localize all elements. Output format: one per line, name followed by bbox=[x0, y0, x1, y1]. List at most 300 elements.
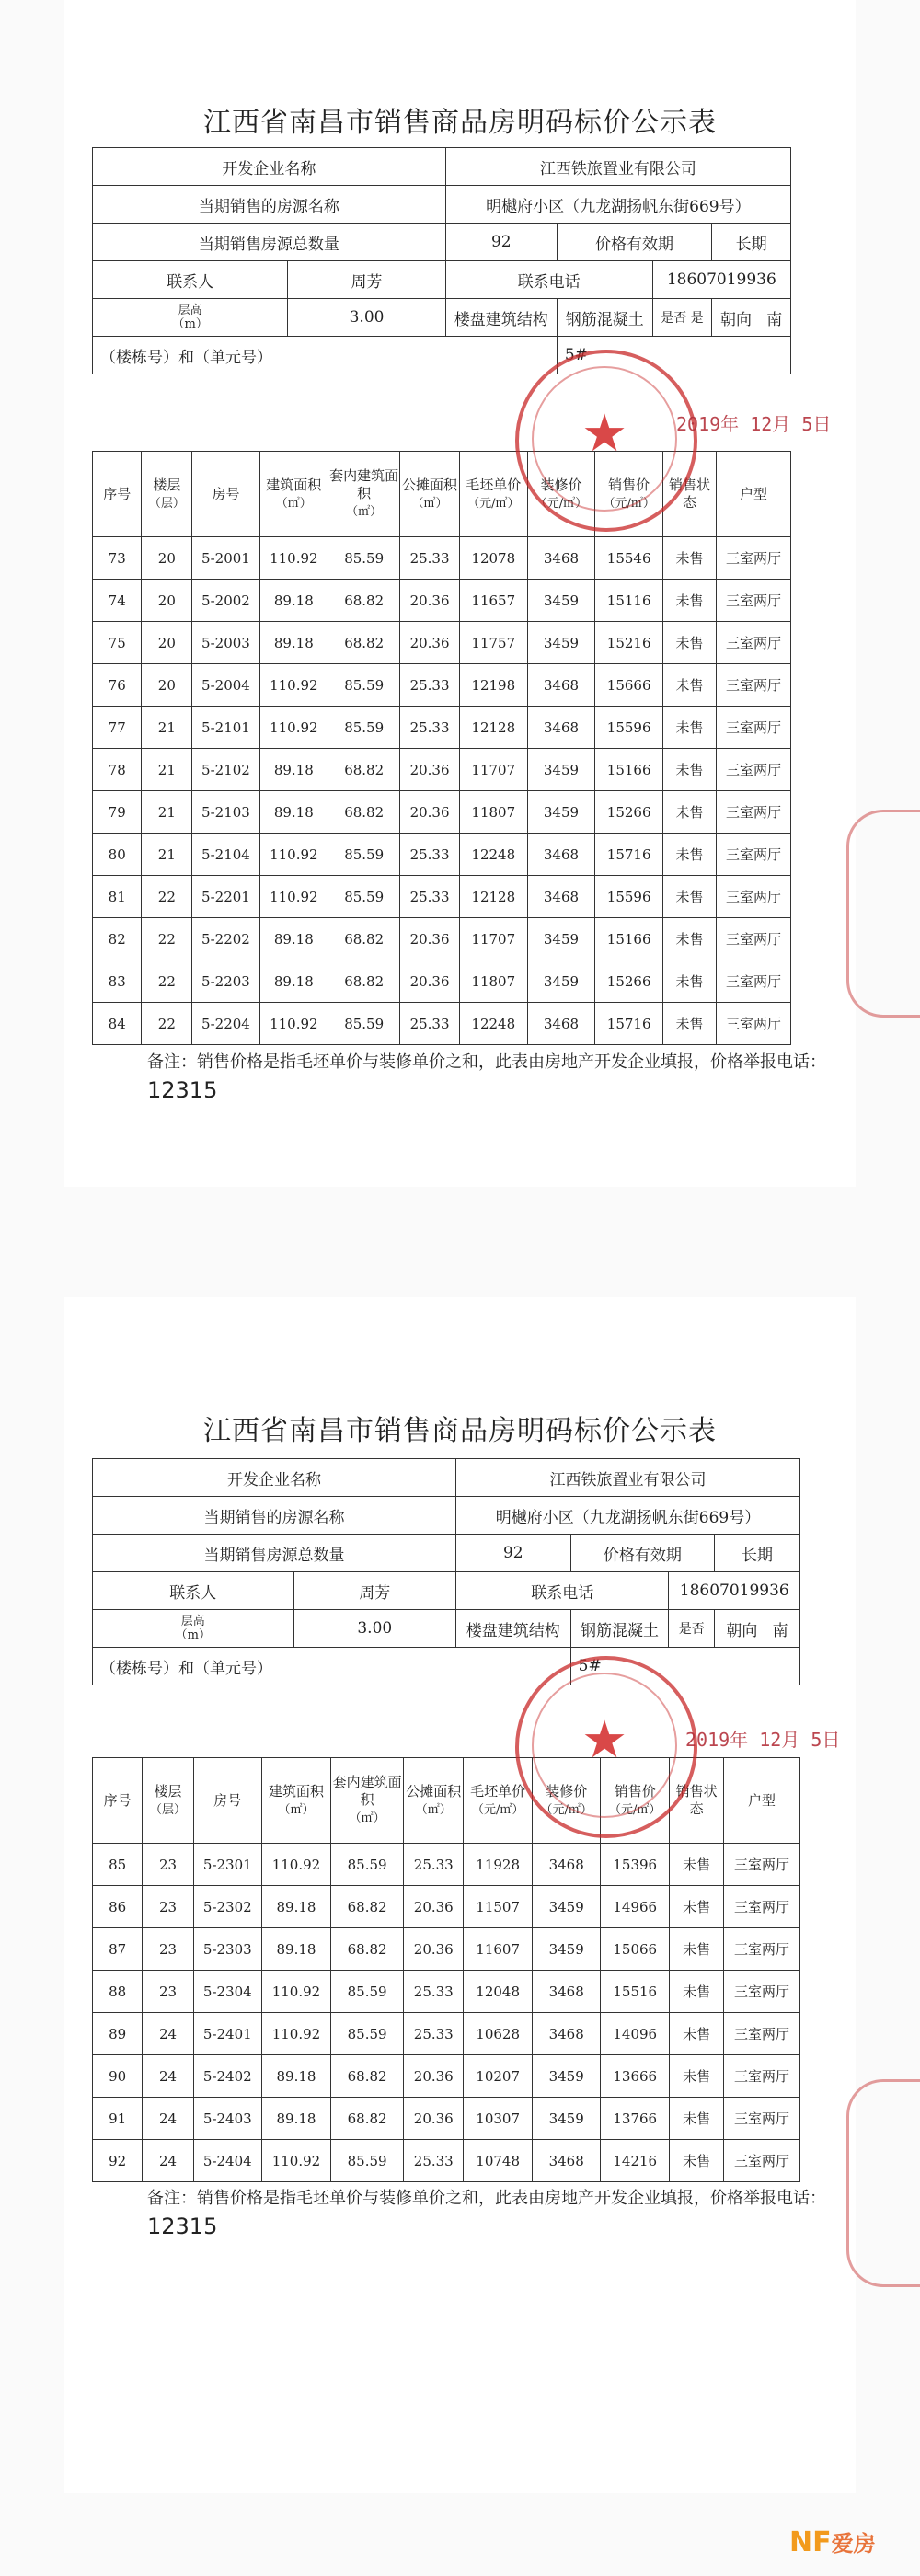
table-cell: 110.92 bbox=[259, 664, 328, 707]
table-cell: 88 bbox=[93, 1971, 143, 2013]
table-cell: 91 bbox=[93, 2098, 143, 2140]
project-label: 当期销售的房源名称 bbox=[93, 186, 446, 224]
table-row bbox=[93, 1928, 800, 1971]
column-header-label: 销售价 bbox=[614, 1782, 656, 1800]
table-cell: 未售 bbox=[670, 2013, 724, 2055]
building-value: 5# bbox=[570, 1648, 799, 1685]
table-cell: 未售 bbox=[663, 918, 717, 960]
structure-label: 楼盘建筑结构 bbox=[455, 1610, 570, 1648]
table-cell: 12078 bbox=[459, 537, 527, 580]
table-cell: 三室两厅 bbox=[716, 749, 790, 791]
table-cell: 三室两厅 bbox=[716, 960, 790, 1003]
table-cell: 3468 bbox=[533, 2013, 601, 2055]
developer-label: 开发企业名称 bbox=[93, 1459, 456, 1497]
table-cell: 三室两厅 bbox=[724, 2140, 800, 2182]
table-cell: 80 bbox=[93, 834, 142, 876]
table-cell: 20.36 bbox=[400, 791, 459, 834]
phone-value: 18607019936 bbox=[652, 261, 790, 299]
table-row bbox=[93, 876, 791, 918]
table-cell: 10207 bbox=[464, 2055, 533, 2098]
table-cell: 11928 bbox=[464, 1844, 533, 1886]
table-cell: 89.18 bbox=[259, 622, 328, 664]
table-cell: 24 bbox=[143, 2013, 193, 2055]
table-cell: 15266 bbox=[595, 960, 663, 1003]
count-label: 当期销售房源总数量 bbox=[93, 1535, 456, 1572]
column-header bbox=[459, 452, 527, 537]
table-cell: 85.59 bbox=[328, 537, 400, 580]
table-cell: 5-2002 bbox=[192, 580, 259, 622]
orientation-label: 朝向 bbox=[720, 310, 752, 329]
logo-text: 爱房 bbox=[831, 2531, 876, 2557]
project-label: 当期销售的房源名称 bbox=[93, 1497, 456, 1535]
table-cell: 12128 bbox=[459, 876, 527, 918]
table-cell: 20.36 bbox=[404, 1886, 464, 1928]
table-cell: 21 bbox=[142, 707, 192, 749]
table-cell: 110.92 bbox=[261, 1844, 330, 1886]
table-cell: 85.59 bbox=[330, 2140, 403, 2182]
column-header-unit: （元/㎡） bbox=[535, 496, 588, 511]
table-cell: 68.82 bbox=[330, 1886, 403, 1928]
table-cell: 23 bbox=[143, 1971, 193, 2013]
table-cell: 11707 bbox=[459, 918, 527, 960]
table-cell: 89 bbox=[93, 2013, 143, 2055]
column-header-unit: （元/㎡） bbox=[540, 1802, 592, 1817]
table-cell: 85.59 bbox=[328, 707, 400, 749]
table-cell: 三室两厅 bbox=[724, 1844, 800, 1886]
table-cell: 3459 bbox=[533, 1886, 601, 1928]
count-value: 92 bbox=[445, 224, 557, 261]
table-cell: 3468 bbox=[527, 707, 594, 749]
table-cell: 79 bbox=[93, 791, 142, 834]
table-cell: 未售 bbox=[670, 2055, 724, 2098]
height-label: 层高 bbox=[178, 304, 202, 317]
table-cell: 未售 bbox=[663, 1003, 717, 1045]
table-row bbox=[93, 664, 791, 707]
contact-value: 周芳 bbox=[293, 1572, 455, 1610]
developer-value: 江西铁旅置业有限公司 bbox=[445, 148, 790, 186]
column-header bbox=[193, 1758, 261, 1844]
table-row bbox=[93, 537, 791, 580]
column-header bbox=[404, 1758, 464, 1844]
table-cell: 3468 bbox=[533, 1971, 601, 2013]
table-row bbox=[93, 834, 791, 876]
column-header bbox=[93, 452, 142, 537]
table-row bbox=[93, 2055, 800, 2098]
column-header bbox=[716, 452, 790, 537]
table-cell: 89.18 bbox=[259, 918, 328, 960]
table-cell: 25.33 bbox=[404, 1844, 464, 1886]
table-cell: 87 bbox=[93, 1928, 143, 1971]
column-header-label: 楼层 bbox=[153, 476, 181, 493]
table-cell: 未售 bbox=[670, 1971, 724, 2013]
structure-label: 楼盘建筑结构 bbox=[445, 299, 557, 337]
column-header bbox=[330, 1758, 403, 1844]
table-cell: 三室两厅 bbox=[716, 1003, 790, 1045]
table-cell: 三室两厅 bbox=[716, 622, 790, 664]
table-cell: 25.33 bbox=[404, 1971, 464, 2013]
table-cell: 12248 bbox=[459, 1003, 527, 1045]
table-cell: 68.82 bbox=[328, 960, 400, 1003]
structure-value: 钢筋混凝土 bbox=[557, 299, 652, 337]
table-cell: 20.36 bbox=[400, 749, 459, 791]
table-cell: 25.33 bbox=[400, 537, 459, 580]
table-row bbox=[93, 2140, 800, 2182]
table-cell: 5-2404 bbox=[193, 2140, 261, 2182]
table-cell: 110.92 bbox=[259, 834, 328, 876]
table-cell: 21 bbox=[142, 791, 192, 834]
aifang-logo bbox=[789, 2525, 876, 2559]
count-value: 92 bbox=[455, 1535, 570, 1572]
table-cell: 110.92 bbox=[259, 537, 328, 580]
table-cell: 68.82 bbox=[328, 622, 400, 664]
table-cell: 5-2204 bbox=[192, 1003, 259, 1045]
developer-label: 开发企业名称 bbox=[93, 148, 446, 186]
table-cell: 68.82 bbox=[328, 580, 400, 622]
column-header bbox=[261, 1758, 330, 1844]
table-cell: 15266 bbox=[595, 791, 663, 834]
table-cell: 77 bbox=[93, 707, 142, 749]
column-header-label: 房号 bbox=[212, 485, 240, 502]
table-row bbox=[93, 1971, 800, 2013]
table-cell: 10628 bbox=[464, 2013, 533, 2055]
table-cell: 22 bbox=[142, 960, 192, 1003]
table-cell: 110.92 bbox=[261, 1971, 330, 2013]
table-cell: 68.82 bbox=[330, 2055, 403, 2098]
column-header-label: 房号 bbox=[213, 1791, 242, 1809]
column-header-label: 序号 bbox=[103, 485, 132, 502]
table-cell: 三室两厅 bbox=[724, 1971, 800, 2013]
table-cell: 5-2003 bbox=[192, 622, 259, 664]
table-cell: 85.59 bbox=[330, 1844, 403, 1886]
building-label: （楼栋号）和（单元号） bbox=[93, 337, 558, 374]
table-cell: 89.18 bbox=[261, 2098, 330, 2140]
table-cell: 25.33 bbox=[404, 2013, 464, 2055]
table-cell: 10748 bbox=[464, 2140, 533, 2182]
table-cell: 14096 bbox=[601, 2013, 670, 2055]
table-cell: 15166 bbox=[595, 749, 663, 791]
table-cell: 15596 bbox=[595, 707, 663, 749]
table-cell: 5-2402 bbox=[193, 2055, 261, 2098]
table-cell: 三室两厅 bbox=[716, 918, 790, 960]
table-cell: 5-2304 bbox=[193, 1971, 261, 2013]
table-cell: 15116 bbox=[595, 580, 663, 622]
table-cell: 85.59 bbox=[330, 2013, 403, 2055]
table-cell: 未售 bbox=[663, 622, 717, 664]
table-cell: 73 bbox=[93, 537, 142, 580]
table-cell: 24 bbox=[143, 2098, 193, 2140]
table-cell: 11807 bbox=[459, 791, 527, 834]
sheet-1-title: 江西省南昌市销售商品房明码标价公示表 bbox=[203, 107, 717, 139]
contact-label: 联系人 bbox=[93, 261, 288, 299]
table-cell: 5-2301 bbox=[193, 1844, 261, 1886]
table-cell: 90 bbox=[93, 2055, 143, 2098]
table-cell: 三室两厅 bbox=[724, 1928, 800, 1971]
column-header-label: 装修价 bbox=[540, 476, 582, 493]
table-cell: 三室两厅 bbox=[724, 2055, 800, 2098]
table-cell: 未售 bbox=[670, 1886, 724, 1928]
table-cell: 20.36 bbox=[400, 580, 459, 622]
column-header-unit: （㎡） bbox=[411, 496, 448, 511]
table-row bbox=[93, 2098, 800, 2140]
stamp-date: 2019年 12月 5日 bbox=[685, 1729, 841, 1751]
table-cell: 三室两厅 bbox=[724, 2098, 800, 2140]
table-row bbox=[93, 749, 791, 791]
column-header-label: 户型 bbox=[739, 485, 767, 502]
table-cell: 20.36 bbox=[400, 960, 459, 1003]
edge-seal-fragment bbox=[846, 2079, 920, 2287]
table-cell: 未售 bbox=[663, 664, 717, 707]
table-cell: 5-2303 bbox=[193, 1928, 261, 1971]
column-header-label: 建筑面积 bbox=[268, 1782, 324, 1800]
table-cell: 22 bbox=[142, 876, 192, 918]
table-cell: 3468 bbox=[533, 2140, 601, 2182]
table-cell: 21 bbox=[142, 749, 192, 791]
column-header bbox=[724, 1758, 800, 1844]
table-cell: 5-2001 bbox=[192, 537, 259, 580]
table-cell: 12128 bbox=[459, 707, 527, 749]
table-cell: 22 bbox=[142, 1003, 192, 1045]
column-header-unit: （层） bbox=[150, 1802, 187, 1817]
table-cell: 三室两厅 bbox=[716, 664, 790, 707]
table-cell: 3468 bbox=[527, 537, 594, 580]
table-cell: 110.92 bbox=[261, 2140, 330, 2182]
column-header-label: 序号 bbox=[103, 1791, 132, 1809]
table-cell: 25.33 bbox=[400, 707, 459, 749]
developer-value: 江西铁旅置业有限公司 bbox=[455, 1459, 799, 1497]
table-cell: 5-2202 bbox=[192, 918, 259, 960]
report-phone: 12315 bbox=[147, 1077, 218, 1103]
table-cell: 三室两厅 bbox=[716, 834, 790, 876]
table-cell: 13766 bbox=[601, 2098, 670, 2140]
sheet-1-info-form bbox=[92, 147, 791, 374]
table-cell: 24 bbox=[143, 2140, 193, 2182]
table-row bbox=[93, 580, 791, 622]
table-cell: 3459 bbox=[527, 580, 594, 622]
project-value: 明樾府小区（九龙湖扬帆东街669号） bbox=[445, 186, 790, 224]
column-header-unit: （㎡） bbox=[415, 1802, 452, 1817]
table-cell: 20 bbox=[142, 537, 192, 580]
table-cell: 81 bbox=[93, 876, 142, 918]
validity-label: 价格有效期 bbox=[557, 224, 711, 261]
column-header-label: 户型 bbox=[748, 1791, 776, 1809]
table-cell: 3459 bbox=[533, 1928, 601, 1971]
column-header-label: 销售状态 bbox=[675, 1783, 718, 1817]
height-value: 3.00 bbox=[293, 1610, 455, 1648]
height-label: 层高 bbox=[180, 1615, 205, 1628]
column-header-label: 装修价 bbox=[546, 1782, 588, 1800]
table-cell: 11657 bbox=[459, 580, 527, 622]
table-cell: 3459 bbox=[527, 918, 594, 960]
column-header-label: 套内建筑面积 bbox=[332, 1774, 402, 1808]
table-cell: 85.59 bbox=[328, 1003, 400, 1045]
table-cell: 14216 bbox=[601, 2140, 670, 2182]
table-cell: 15516 bbox=[601, 1971, 670, 2013]
column-header-unit: （层） bbox=[148, 496, 185, 511]
table-cell: 5-2302 bbox=[193, 1886, 261, 1928]
table-cell: 20.36 bbox=[400, 622, 459, 664]
column-header bbox=[142, 452, 192, 537]
table-cell: 15666 bbox=[595, 664, 663, 707]
contact-value: 周芳 bbox=[288, 261, 445, 299]
column-header-label: 楼层 bbox=[154, 1782, 182, 1800]
table-cell: 15166 bbox=[595, 918, 663, 960]
table-row bbox=[93, 2013, 800, 2055]
table-cell: 三室两厅 bbox=[716, 876, 790, 918]
table-cell: 15716 bbox=[595, 1003, 663, 1045]
table-cell: 3459 bbox=[527, 622, 594, 664]
table-row bbox=[93, 960, 791, 1003]
table-cell: 15396 bbox=[601, 1844, 670, 1886]
column-header-label: 公摊面积 bbox=[406, 1782, 462, 1800]
table-cell: 15216 bbox=[595, 622, 663, 664]
table-cell: 3468 bbox=[533, 1844, 601, 1886]
table-cell: 20 bbox=[142, 580, 192, 622]
column-header-label: 毛坯单价 bbox=[466, 476, 522, 493]
table-cell: 78 bbox=[93, 749, 142, 791]
floors-label: 是否 bbox=[669, 1610, 715, 1648]
column-header-unit: （元/㎡） bbox=[603, 496, 655, 511]
red-official-seal: ★ bbox=[515, 1656, 697, 1838]
height-unit: （m） bbox=[175, 1628, 211, 1642]
structure-value: 钢筋混凝土 bbox=[570, 1610, 669, 1648]
table-cell: 89.18 bbox=[259, 580, 328, 622]
table-cell: 76 bbox=[93, 664, 142, 707]
table-cell: 110.92 bbox=[259, 1003, 328, 1045]
orientation-value: 南 bbox=[772, 1621, 788, 1640]
column-header-label: 套内建筑面积 bbox=[329, 467, 399, 501]
table-cell: 20.36 bbox=[404, 2055, 464, 2098]
table-cell: 11607 bbox=[464, 1928, 533, 1971]
table-cell: 未售 bbox=[663, 580, 717, 622]
building-value: 5# bbox=[557, 337, 790, 374]
table-cell: 3468 bbox=[527, 876, 594, 918]
table-cell: 5-2201 bbox=[192, 876, 259, 918]
table-cell: 3468 bbox=[527, 664, 594, 707]
column-header bbox=[328, 452, 400, 537]
sheet-2-note bbox=[147, 2185, 846, 2243]
table-cell: 15546 bbox=[595, 537, 663, 580]
table-cell: 83 bbox=[93, 960, 142, 1003]
table-cell: 75 bbox=[93, 622, 142, 664]
stamp-date: 2019年 12月 5日 bbox=[676, 413, 832, 435]
table-cell: 110.92 bbox=[259, 707, 328, 749]
table-cell: 15066 bbox=[601, 1928, 670, 1971]
table-cell: 5-2104 bbox=[192, 834, 259, 876]
column-header-unit: （元/㎡） bbox=[471, 1802, 524, 1817]
table-cell: 20 bbox=[142, 664, 192, 707]
edge-seal-fragment bbox=[846, 810, 920, 1018]
table-cell: 25.33 bbox=[404, 2140, 464, 2182]
sheet-2-price-table bbox=[92, 1757, 800, 2182]
table-cell: 85.59 bbox=[330, 1971, 403, 2013]
table-cell: 89.18 bbox=[259, 960, 328, 1003]
table-cell: 92 bbox=[93, 2140, 143, 2182]
phone-value: 18607019936 bbox=[669, 1572, 800, 1610]
table-row bbox=[93, 918, 791, 960]
table-cell: 3459 bbox=[527, 749, 594, 791]
column-header-unit: （元/㎡） bbox=[467, 496, 520, 511]
building-label: （楼栋号）和（单元号） bbox=[93, 1648, 571, 1685]
table-cell: 86 bbox=[93, 1886, 143, 1928]
table-cell: 11807 bbox=[459, 960, 527, 1003]
phone-label: 联系电话 bbox=[455, 1572, 669, 1610]
column-header-label: 销售状态 bbox=[669, 477, 711, 511]
sheet-1-price-table bbox=[92, 451, 791, 1045]
table-cell: 89.18 bbox=[261, 1886, 330, 1928]
table-cell: 5-2004 bbox=[192, 664, 259, 707]
table-cell: 11507 bbox=[464, 1886, 533, 1928]
table-cell: 3459 bbox=[533, 2055, 601, 2098]
table-cell: 三室两厅 bbox=[716, 707, 790, 749]
table-cell: 3459 bbox=[527, 791, 594, 834]
table-cell: 68.82 bbox=[330, 2098, 403, 2140]
table-cell: 85.59 bbox=[328, 876, 400, 918]
table-cell: 未售 bbox=[663, 960, 717, 1003]
table-cell: 14966 bbox=[601, 1886, 670, 1928]
column-header-unit: （㎡） bbox=[278, 1802, 315, 1817]
table-row bbox=[93, 1003, 791, 1045]
column-header bbox=[259, 452, 328, 537]
table-cell: 89.18 bbox=[261, 2055, 330, 2098]
table-cell: 20.36 bbox=[404, 1928, 464, 1971]
table-cell: 20.36 bbox=[404, 2098, 464, 2140]
table-cell: 5-2203 bbox=[192, 960, 259, 1003]
table-cell: 82 bbox=[93, 918, 142, 960]
table-row bbox=[93, 1844, 800, 1886]
table-cell: 三室两厅 bbox=[716, 791, 790, 834]
table-cell: 5-2401 bbox=[193, 2013, 261, 2055]
table-cell: 23 bbox=[143, 1844, 193, 1886]
table-cell: 11757 bbox=[459, 622, 527, 664]
validity-label: 价格有效期 bbox=[570, 1535, 714, 1572]
table-cell: 5-2403 bbox=[193, 2098, 261, 2140]
table-row bbox=[93, 1886, 800, 1928]
table-cell: 23 bbox=[143, 1928, 193, 1971]
table-cell: 68.82 bbox=[328, 749, 400, 791]
table-cell: 未售 bbox=[670, 1844, 724, 1886]
table-cell: 74 bbox=[93, 580, 142, 622]
column-header-label: 公摊面积 bbox=[402, 476, 458, 493]
table-cell: 5-2103 bbox=[192, 791, 259, 834]
table-cell: 110.92 bbox=[261, 2013, 330, 2055]
table-cell: 10307 bbox=[464, 2098, 533, 2140]
column-header-unit: （㎡） bbox=[346, 505, 383, 519]
column-header-label: 毛坯单价 bbox=[470, 1782, 526, 1800]
table-cell: 25.33 bbox=[400, 876, 459, 918]
sheet-1-note bbox=[147, 1049, 846, 1107]
table-row bbox=[93, 707, 791, 749]
table-cell: 85.59 bbox=[328, 664, 400, 707]
table-cell: 22 bbox=[142, 918, 192, 960]
floors-value: 是 bbox=[690, 311, 704, 326]
table-cell: 三室两厅 bbox=[724, 2013, 800, 2055]
contact-label: 联系人 bbox=[93, 1572, 294, 1610]
column-header bbox=[400, 452, 459, 537]
phone-label: 联系电话 bbox=[445, 261, 652, 299]
table-cell: 24 bbox=[143, 2055, 193, 2098]
table-row bbox=[93, 622, 791, 664]
table-cell: 84 bbox=[93, 1003, 142, 1045]
table-cell: 未售 bbox=[663, 791, 717, 834]
table-cell: 12248 bbox=[459, 834, 527, 876]
table-cell: 5-2101 bbox=[192, 707, 259, 749]
validity-value: 长期 bbox=[712, 224, 791, 261]
note-text: 备注：销售价格是指毛坯单价与装修单价之和，此表由房地产开发企业填报，价格举报电话： bbox=[147, 2189, 826, 2208]
table-cell: 15716 bbox=[595, 834, 663, 876]
table-cell: 15596 bbox=[595, 876, 663, 918]
red-official-seal: ★ bbox=[515, 350, 697, 532]
table-cell: 85.59 bbox=[328, 834, 400, 876]
